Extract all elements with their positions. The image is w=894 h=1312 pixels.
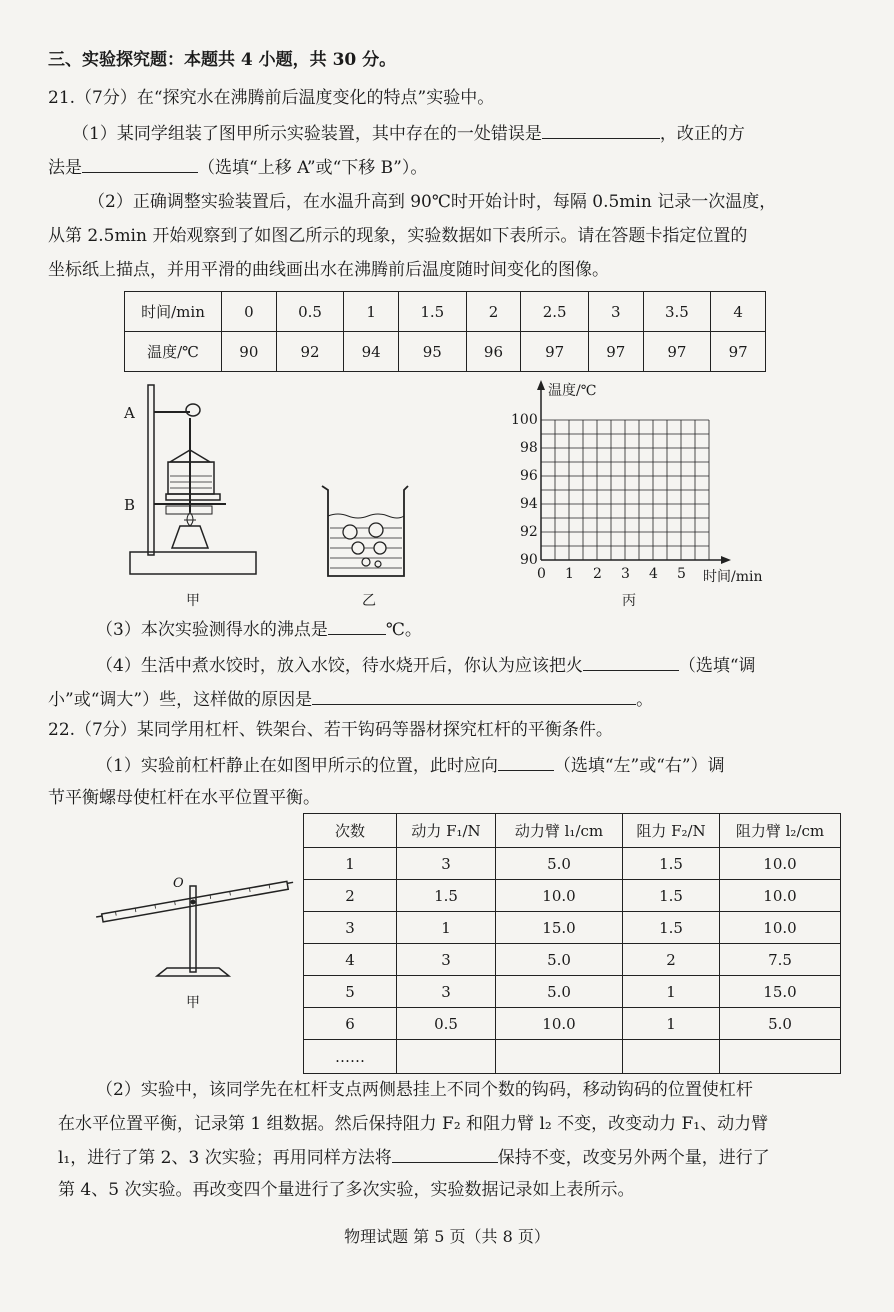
table-cell: 10.0 xyxy=(496,880,623,912)
lever-caption-jia: 甲 xyxy=(186,995,200,1011)
table-cell: 10.0 xyxy=(720,880,841,912)
q21-p4-text-b: （选填“调 xyxy=(678,656,756,676)
x-tick: 1 xyxy=(565,566,574,582)
q21-p1-text-d: （选填“上移 A”或“下移 B”）。 xyxy=(198,158,428,178)
temperature-graph-grid xyxy=(505,376,785,586)
y-tick: 96 xyxy=(520,468,538,484)
table-cell: 6 xyxy=(304,1008,397,1040)
q22-direction-blank[interactable] xyxy=(498,752,554,771)
temp-cell: 96 xyxy=(466,332,521,372)
table-cell xyxy=(496,1040,623,1074)
table-cell: 10.0 xyxy=(496,1008,623,1040)
beaker-diagram xyxy=(318,482,412,582)
x-tick: 0 xyxy=(537,566,546,582)
x-axis-arrow-icon xyxy=(721,556,731,564)
table-cell: 1.5 xyxy=(623,912,720,944)
y-tick: 92 xyxy=(520,524,538,540)
table-cell: 2 xyxy=(623,944,720,976)
time-cell: 1 xyxy=(344,292,399,332)
table-cell: 1 xyxy=(304,848,397,880)
temp-cell: 97 xyxy=(521,332,589,372)
q22-p1-text-b: （选填“左”或“右”）调 xyxy=(553,756,725,776)
table-row xyxy=(304,944,841,976)
table-cell: 5.0 xyxy=(720,1008,841,1040)
y-tick: 100 xyxy=(511,412,538,428)
table-cell xyxy=(397,1040,496,1074)
table-cell: 10.0 xyxy=(720,848,841,880)
table-cell: 1 xyxy=(623,1008,720,1040)
table-cell: 3 xyxy=(397,848,496,880)
y-tick: 94 xyxy=(520,496,538,512)
table-cell: 7.5 xyxy=(720,944,841,976)
q21-p1-text-c: 法是 xyxy=(48,158,82,178)
time-cell: 0 xyxy=(222,292,277,332)
q22-title: 22.（7分）某同学用杠杆、铁架台、若干钩码等器材探究杠杆的平衡条件。 xyxy=(48,720,613,740)
time-cell: 4 xyxy=(711,292,766,332)
table-row xyxy=(304,848,841,880)
q21-part4-line1 xyxy=(96,652,756,678)
table-cell: 1.5 xyxy=(623,880,720,912)
table-row xyxy=(304,1008,841,1040)
q21-p4-text-d: 。 xyxy=(636,690,654,710)
q22-p2-text-c: l₁，进行了第 2、3 次实验；再用同样方法将 xyxy=(58,1148,392,1168)
q21-fire-blank[interactable] xyxy=(583,652,679,671)
q21-part1-line2 xyxy=(48,154,427,180)
label-b: B xyxy=(124,496,136,514)
y-tick: 98 xyxy=(520,440,538,456)
temp-row-label: 温度/℃ xyxy=(125,332,222,372)
q21-part4-line2 xyxy=(48,686,653,712)
q21-part1-line1 xyxy=(72,120,745,146)
q21-p1-text-a: （1）某同学组装了图甲所示实验装置，其中存在的一处错误是 xyxy=(72,124,542,144)
table-cell: 1 xyxy=(397,912,496,944)
q21-part2-line2: 从第 2.5min 开始观察到了如图乙所示的现象，实验数据如下表所示。请在答题卡指定位置的 xyxy=(48,226,748,246)
q22-constant-blank[interactable] xyxy=(392,1144,498,1163)
table-cell: …… xyxy=(304,1040,397,1074)
x-tick: 4 xyxy=(649,566,658,582)
q22-part2-line4: 第 4、5 次实验。再改变四个量进行了多次实验，实验数据记录如上表所示。 xyxy=(58,1180,635,1200)
table-cell xyxy=(720,1040,841,1074)
table-row xyxy=(304,912,841,944)
q21-part3 xyxy=(96,616,422,642)
table-cell: 5.0 xyxy=(496,944,623,976)
table-cell: 3 xyxy=(304,912,397,944)
time-cell: 0.5 xyxy=(276,292,344,332)
header-cell: 次数 xyxy=(304,814,397,848)
q22-part2-line1: （2）实验中，该同学先在杠杆支点两侧悬挂上不同个数的钩码，移动钩码的位置使杠杆 xyxy=(96,1080,753,1100)
time-cell: 2.5 xyxy=(521,292,589,332)
q22-part1-line1 xyxy=(96,752,725,778)
time-cell: 3 xyxy=(588,292,643,332)
table-cell: 3 xyxy=(397,976,496,1008)
time-cell: 3.5 xyxy=(643,292,711,332)
temp-cell: 95 xyxy=(398,332,466,372)
graph-ylabel: 温度/℃ xyxy=(548,383,597,399)
time-cell: 1.5 xyxy=(398,292,466,332)
temp-cell: 94 xyxy=(344,332,399,372)
temp-cell: 90 xyxy=(222,332,277,372)
y-tick: 90 xyxy=(520,552,538,568)
table-cell: 15.0 xyxy=(720,976,841,1008)
q21-p3-text-a: （3）本次实验测得水的沸点是 xyxy=(96,620,328,640)
temp-cell: 97 xyxy=(711,332,766,372)
lever-diagram xyxy=(95,860,300,990)
table-cell: 5 xyxy=(304,976,397,1008)
label-a: A xyxy=(124,404,135,422)
caption-jia: 甲 xyxy=(186,593,200,609)
x-tick: 5 xyxy=(677,566,686,582)
q22-p1-text-a: （1）实验前杠杆静止在如图甲所示的位置，此时应向 xyxy=(96,756,498,776)
q21-reason-blank[interactable] xyxy=(312,686,636,705)
table-row xyxy=(304,976,841,1008)
q22-part2-line2: 在水平位置平衡，记录第 1 组数据。然后保持阻力 F₂ 和阻力臂 l₂ 不变，改变动力 F₁、动力臂 xyxy=(58,1114,769,1134)
q21-title: 21.（7分）在“探究水在沸腾前后温度变化的特点”实验中。 xyxy=(48,88,495,108)
table-cell: 2 xyxy=(304,880,397,912)
caption-bing: 丙 xyxy=(622,593,636,609)
q22-p2-text-d: 保持不变，改变另外两个量，进行了 xyxy=(497,1148,770,1168)
q21-part2-line3: 坐标纸上描点，并用平滑的曲线画出水在沸腾前后温度随时间变化的图像。 xyxy=(48,260,609,280)
table-row xyxy=(304,880,841,912)
table-cell: 5.0 xyxy=(496,976,623,1008)
table-cell: 1.5 xyxy=(397,880,496,912)
table-cell: 3 xyxy=(397,944,496,976)
q21-p3-text-b: ℃。 xyxy=(385,620,422,640)
section-header: 三、实验探究题：本题共 4 小题，共 30 分。 xyxy=(48,50,397,70)
table-cell: 1 xyxy=(623,976,720,1008)
header-cell: 阻力臂 l₂/cm xyxy=(720,814,841,848)
time-row-label: 时间/min xyxy=(125,292,222,332)
table-cell xyxy=(623,1040,720,1074)
table-cell: 5.0 xyxy=(496,848,623,880)
pivot-o-label: O xyxy=(173,876,184,891)
temp-cell: 97 xyxy=(588,332,643,372)
q21-error-blank[interactable] xyxy=(542,120,660,139)
q22-part2-line3 xyxy=(58,1144,770,1170)
graph-xlabel: 时间/min xyxy=(703,569,763,585)
table-cell: 15.0 xyxy=(496,912,623,944)
q21-p1-text-b: ，改正的方 xyxy=(659,124,745,144)
q21-part2-line1: （2）正确调整实验装置后，在水温升高到 90℃时开始计时，每隔 0.5min 记录一次温度， xyxy=(88,192,777,212)
header-cell: 动力 F₁/N xyxy=(397,814,496,848)
q21-boiling-point-blank[interactable] xyxy=(328,616,386,635)
caption-yi: 乙 xyxy=(362,593,376,609)
x-tick: 2 xyxy=(593,566,602,582)
q22-part1-line2: 节平衡螺母使杠杆在水平位置平衡。 xyxy=(48,788,320,808)
q21-p4-text-c: 小”或“调大”）些，这样做的原因是 xyxy=(48,690,313,710)
q22-data-table xyxy=(303,813,841,1074)
table-row xyxy=(304,1040,841,1074)
table-cell: 0.5 xyxy=(397,1008,496,1040)
x-tick: 3 xyxy=(621,566,630,582)
header-cell: 动力臂 l₁/cm xyxy=(496,814,623,848)
temp-cell: 97 xyxy=(643,332,711,372)
page-footer: 物理试题 第 5 页（共 8 页） xyxy=(344,1227,550,1246)
q21-fix-blank[interactable] xyxy=(82,154,198,173)
temp-cell: 92 xyxy=(276,332,344,372)
time-cell: 2 xyxy=(466,292,521,332)
header-cell: 阻力 F₂/N xyxy=(623,814,720,848)
apparatus-diagram xyxy=(118,380,278,585)
table-cell: 10.0 xyxy=(720,912,841,944)
y-axis-arrow-icon xyxy=(537,380,545,390)
q21-data-table xyxy=(124,291,766,372)
q21-p4-text-a: （4）生活中煮水饺时，放入水饺，待水烧开后，你认为应该把火 xyxy=(96,656,583,676)
table-cell: 4 xyxy=(304,944,397,976)
table-cell: 1.5 xyxy=(623,848,720,880)
